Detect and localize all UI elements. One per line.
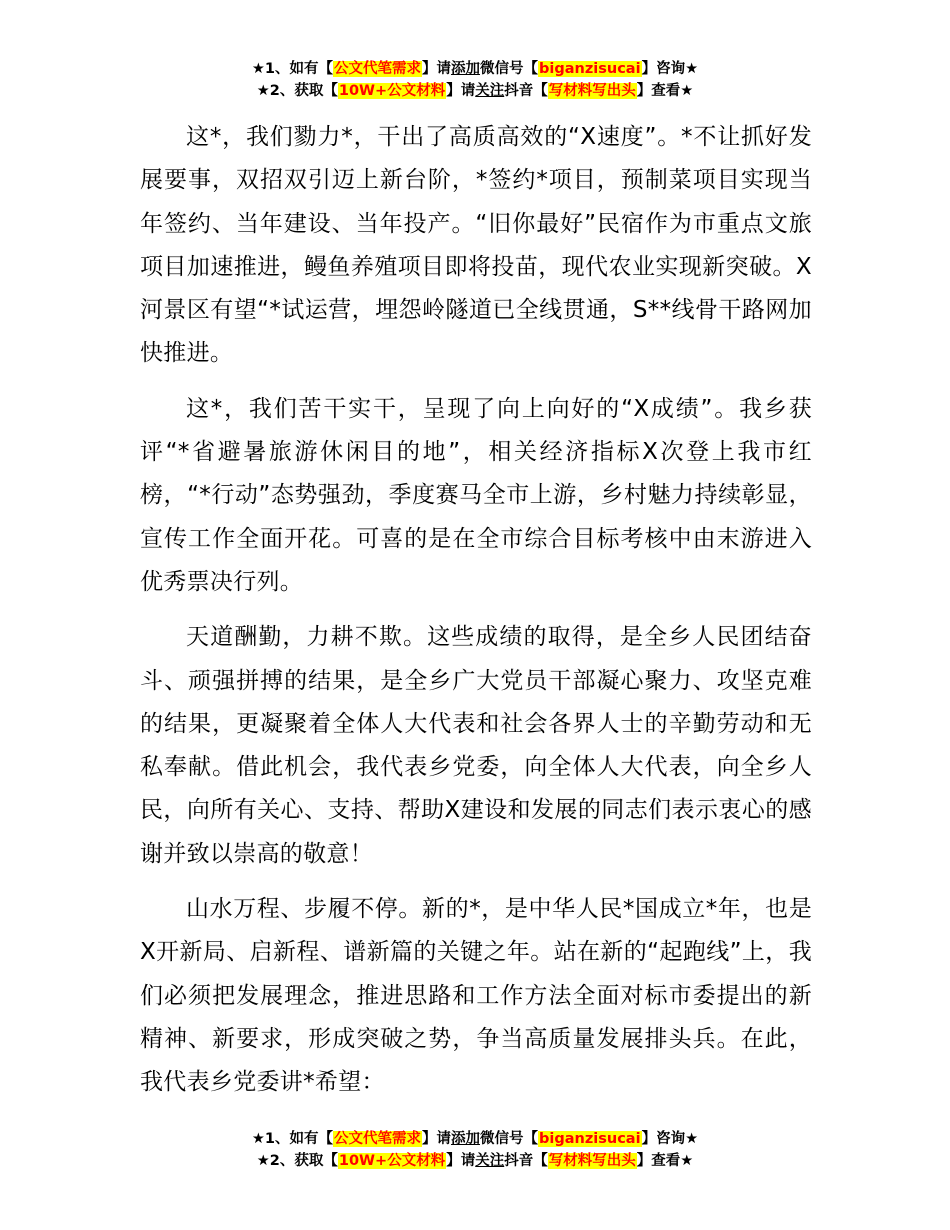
banner-line-2: ★2、获取【10W+公文材料】请关注抖音【写材料写出头】查看★ — [256, 83, 694, 99]
highlight-wechat-id: biganzisucai — [539, 1131, 641, 1147]
banner-line-2: ★2、获取【10W+公文材料】请关注抖音【写材料写出头】查看★ — [256, 1153, 694, 1169]
banner-line-1: ★1、如有【公文代笔需求】请添加微信号【biganzisucai】咨询★ — [251, 61, 699, 77]
paragraph: 这*，我们勠力*，干出了高质高效的“X速度”。*不让抓好发展要事，双招双引迈上新台阶，*签约*项目，预制菜项目实现当年签约、当年建设、当年投产。“旧你最好”民宿作为市重点文旅项目加速推进，鳗鱼养殖项目即将投苗，现代农业实现新突破。X河景区有望“*试运营，埋怨岭隧道已全线贯通，S**线骨干路网加快推进。 — [140, 124, 812, 367]
footer-banner — [0, 1128, 950, 1172]
paragraph: 这*，我们苦干实干，呈现了向上向好的“X成绩”。我乡获评“*省避暑旅游休闲目的地”，相关经济指标X次登上我市红榜，“*行动”态势强劲，季度赛马全市上游，乡村魅力持续彰显，宣传工作全面开花。可喜的是在全市综合目标考核中由末游进入优秀票决行列。 — [140, 395, 812, 595]
highlight-douyin: 写材料写出头 — [548, 1153, 636, 1169]
paragraph: 山水万程、步履不停。新的*，是中华人民*国成立*年，也是X开新局、启新程、谱新篇的关键之年。站在新的“起跑线”上，我们必须把发展理念，推进思路和工作方法全面对标市委提出的新精神、新要求，形成突破之势，争当高质量发展排头兵。在此，我代表乡党委讲*希望： — [140, 896, 812, 1096]
highlight-service: 公文代笔需求 — [334, 1131, 422, 1147]
highlight-materials: 10W+公文材料 — [338, 83, 446, 99]
highlight-wechat-id: biganzisucai — [539, 61, 641, 77]
highlight-materials: 10W+公文材料 — [338, 1153, 446, 1169]
highlight-service: 公文代笔需求 — [334, 61, 422, 77]
banner-line-1: ★1、如有【公文代笔需求】请添加微信号【biganzisucai】咨询★ — [251, 1131, 699, 1147]
highlight-douyin: 写材料写出头 — [548, 83, 636, 99]
header-banner — [0, 58, 950, 102]
document-body — [140, 116, 812, 1117]
paragraph: 天道酬勤，力耕不欺。这些成绩的取得，是全乡人民团结奋斗、顽强拼搏的结果，是全乡广大党员干部凝心聚力、攻坚克难的结果，更凝聚着全体人大代表和社会各界人士的辛勤劳动和无私奉献。借此机会，我代表乡党委，向全体人大代表，向全乡人民，向所有关心、支持、帮助X建设和发展的同志们表示衷心的感谢并致以崇高的敬意！ — [140, 624, 812, 867]
